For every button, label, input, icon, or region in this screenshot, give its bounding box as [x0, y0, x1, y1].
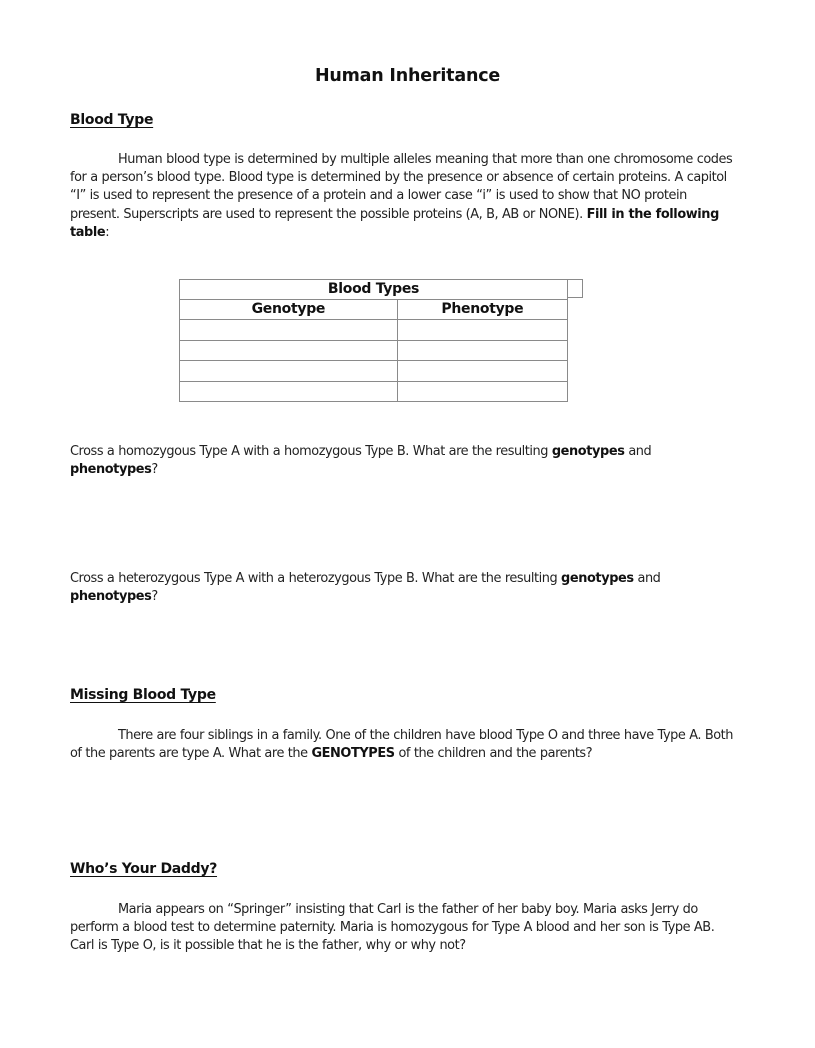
question-mark: ?: [151, 462, 158, 478]
column-header-genotype: Genotype: [180, 300, 398, 320]
page-title: Human Inheritance: [314, 66, 501, 86]
section-heading-blood-type: Blood Type: [70, 112, 154, 128]
question-emphasis-genotypes: genotypes: [561, 571, 634, 586]
phenotype-cell[interactable]: [397, 361, 567, 382]
question-text: and: [624, 444, 652, 459]
table-row: [180, 381, 568, 402]
phenotype-cell[interactable]: [397, 340, 567, 361]
table-row: [180, 361, 568, 382]
question-homozygous-cross: [70, 443, 740, 479]
question-heterozygous-cross: [70, 570, 740, 606]
question-emphasis-phenotypes: phenotypes: [70, 589, 152, 605]
table-header-row: [180, 300, 568, 320]
paragraph-text: of the children and the parents?: [394, 746, 593, 762]
question-emphasis-genotypes: genotypes: [551, 444, 625, 459]
blood-type-intro-paragraph: [70, 151, 740, 242]
genotype-cell[interactable]: [180, 340, 398, 361]
phenotype-cell[interactable]: [397, 381, 567, 402]
table-extra-cell: [567, 279, 583, 298]
genotype-cell[interactable]: [180, 361, 398, 382]
table-row: [180, 340, 568, 361]
table-row: [180, 320, 568, 341]
blood-type-intro-text: Human blood type is determined by multiple alleles meaning that more than one chromosome codes for a person’s blood type. Blood type is determined by the presence or absence of certain proteins. A capitol “I” is used to represent the presence of a protein and a lower case “i” is used to show that NO protein present. Superscripts are used to represent the possible proteins (A, B, AB or NONE).: [70, 152, 733, 222]
phenotype-cell[interactable]: [397, 320, 567, 341]
section-heading-whos-your-daddy: Who’s Your Daddy?: [70, 861, 218, 877]
question-emphasis-phenotypes: phenotypes: [70, 462, 152, 478]
whos-your-daddy-paragraph: Maria appears on “Springer” insisting that Carl is the father of her baby boy. Maria asks Jerry do perform a blood test to determine paternity. Maria is homozygous for Type A blood and her son is Type AB. Carl is Type O, is it possible that he is the father, why or why not?: [70, 902, 715, 954]
genotype-cell[interactable]: [180, 320, 398, 341]
question-mark: ?: [151, 589, 158, 605]
genotype-cell[interactable]: [180, 381, 398, 402]
fill-table-instruction: Fill in the following table: [70, 206, 719, 240]
table-caption: Blood Types: [180, 280, 568, 300]
missing-blood-type-paragraph: [70, 727, 740, 763]
paragraph-text: There are four siblings in a family. One of the children have blood Type O and three have Type A. Both of the parents are type A. What are the: [70, 728, 734, 762]
section-heading-missing-blood-type: Missing Blood Type: [70, 687, 216, 703]
genotypes-emphasis: GENOTYPES: [311, 746, 395, 762]
question-text: Cross a heterozygous Type A with a heterozygous Type B. What are the resulting: [70, 571, 562, 586]
table-caption-row: [180, 280, 568, 300]
question-text: Cross a homozygous Type A with a homozygous Type B. What are the resulting: [70, 444, 552, 459]
blood-types-table: [179, 279, 568, 402]
question-text: and: [633, 571, 661, 586]
instruction-suffix: :: [105, 224, 110, 240]
column-header-phenotype: Phenotype: [397, 300, 567, 320]
